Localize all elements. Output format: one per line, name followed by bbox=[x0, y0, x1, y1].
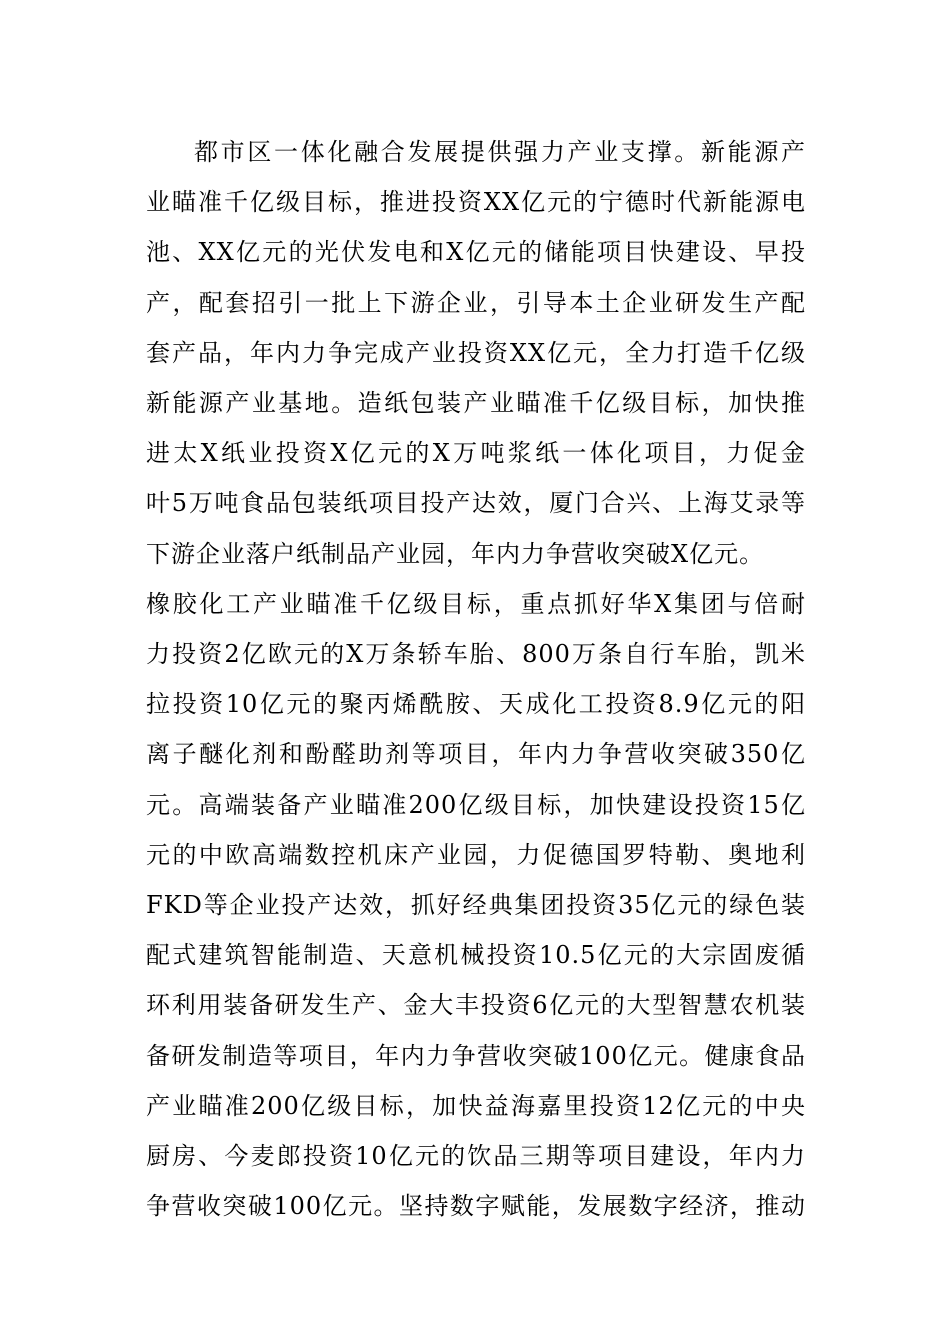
paragraph-line-6: 新能源产业基地。造纸包装产业瞄准千亿级目标，加快推 bbox=[146, 389, 806, 418]
paragraph-line-19: 备研发制造等项目，年内力争营收突破100亿元。健康食品 bbox=[146, 1041, 806, 1070]
body-paragraph bbox=[146, 127, 806, 1231]
paragraph-line-8: 叶5万吨食品包装纸项目投产达效，厦门合兴、上海艾录等 bbox=[146, 489, 806, 518]
paragraph-line-18: 环利用装备研发生产、金大丰投资6亿元的大型智慧农机装 bbox=[146, 991, 806, 1020]
paragraph-line-3: 池、XX亿元的光伏发电和X亿元的储能项目快建设、早投 bbox=[146, 238, 806, 267]
paragraph-line-1: 都市区一体化融合发展提供强力产业支撑。新能源产 bbox=[194, 138, 806, 166]
paragraph-line-14: 元。高端装备产业瞄准200亿级目标，加快建设投资15亿 bbox=[146, 790, 806, 819]
paragraph-line-9: 下游企业落户纸制品产业园，年内力争营收突破X亿元。 bbox=[146, 539, 765, 568]
paragraph-line-4: 产，配套招引一批上下游企业，引导本土企业研发生产配 bbox=[146, 288, 806, 317]
paragraph-line-16: FKD等企业投产达效，抓好经典集团投资35亿元的绿色装 bbox=[146, 891, 806, 920]
paragraph-line-13: 离子醚化剂和酚醛助剂等项目，年内力争营收突破350亿 bbox=[146, 740, 806, 769]
paragraph-line-7: 进太X纸业投资X亿元的X万吨浆纸一体化项目，力促金 bbox=[146, 439, 806, 468]
paragraph-line-10: 橡胶化工产业瞄准千亿级目标，重点抓好华X集团与倍耐 bbox=[146, 589, 806, 618]
paragraph-line-15: 元的中欧高端数控机床产业园，力促德国罗特勒、奥地利 bbox=[146, 840, 806, 869]
paragraph-line-21: 厨房、今麦郎投资10亿元的饮品三期等项目建设，年内力 bbox=[146, 1142, 806, 1171]
paragraph-line-12: 拉投资10亿元的聚丙烯酰胺、天成化工投资8.9亿元的阳 bbox=[146, 690, 806, 719]
paragraph-line-17: 配式建筑智能制造、天意机械投资10.5亿元的大宗固废循 bbox=[146, 941, 806, 970]
paragraph-line-22: 争营收突破100亿元。坚持数字赋能，发展数字经济，推动 bbox=[146, 1192, 806, 1221]
paragraph-line-2: 业瞄准千亿级目标，推进投资XX亿元的宁德时代新能源电 bbox=[146, 188, 806, 217]
paragraph-line-11: 力投资2亿欧元的X万条轿车胎、800万条自行车胎，凯米 bbox=[146, 640, 806, 669]
paragraph-line-20: 产业瞄准200亿级目标，加快益海嘉里投资12亿元的中央 bbox=[146, 1091, 806, 1120]
paragraph-line-5: 套产品，年内力争完成产业投资XX亿元，全力打造千亿级 bbox=[146, 338, 806, 367]
